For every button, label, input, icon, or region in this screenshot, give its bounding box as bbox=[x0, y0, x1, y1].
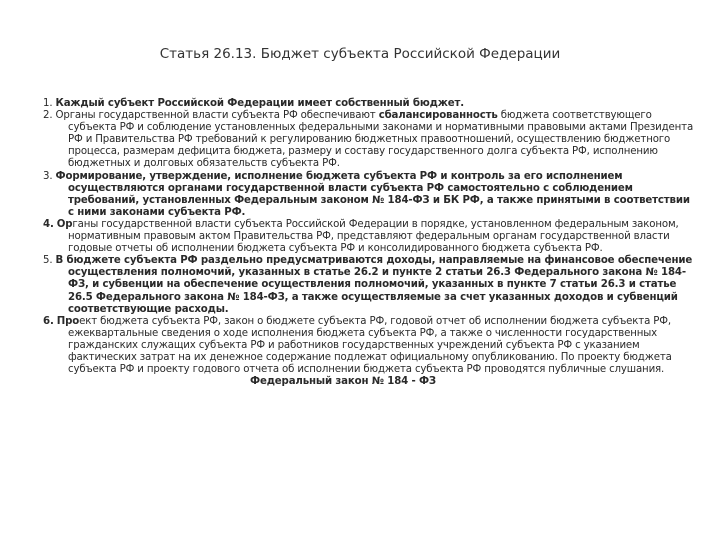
list-item-5 bbox=[43, 255, 695, 315]
item-bold-prefix: Про bbox=[56, 315, 80, 327]
list-item-2 bbox=[43, 110, 695, 170]
item-bold-text: Формирование, утверждение, исполнение бюджета субъекта РФ и контроль за его исполнением осуществляются органами государственной власти субъекта РФ самостоятельно с соблюдением требований, установленных Федеральным законом № 184-ФЗ и БК РФ, а также принятыми в соответствии с ними законами субъекта РФ. bbox=[55, 170, 690, 218]
page-title: Статья 26.13. Бюджет субъекта Российской Федерации bbox=[159, 46, 561, 62]
item-text: ект бюджета субъекта РФ, закон о бюджете субъекта РФ, годовой отчет об исполнении бюджета субъекта РФ, ежеквартальные сведения о ходе исполнения бюджета субъекта РФ, а также о численности государственных гражданских служащих субъекта РФ и работников государственных учреждений субъекта РФ с указанием фактических затрат на их денежное содержание подлежат официальному опубликованию. По проекту бюджета субъекта РФ и проекту годового отчета об исполнении бюджета субъекта РФ проводятся публичные слушания. bbox=[68, 315, 672, 376]
list-item-6 bbox=[43, 316, 695, 376]
item-bold-text: В бюджете субъекта РФ раздельно предусматриваются доходы, направляемые на финансовое обеспечение осуществления полномочий, указанных в статье 26.2 и пункте 2 статьи 26.3 Федерального закона № 184-ФЗ, и субвенции на обеспечение осуществления полномочий, указанных в пункте 7 статьи 26.3 и статье 26.5 Федерального закона № 184-ФЗ, а также осуществляемые за счет указанных доходов и субвенций соответствующие расходы. bbox=[55, 255, 693, 315]
article-body bbox=[43, 98, 695, 398]
item-number: 4. bbox=[43, 218, 54, 230]
item-text: Органы государственной власти субъекта РФ обеспечивают bbox=[55, 110, 379, 122]
item-bold-text: сбалансированность bbox=[378, 110, 498, 122]
item-text: бюджета соответствующего субъекта РФ и соблюдение установленных федеральными законами и нормативными правовыми актами Президента РФ и Правительства РФ требований к регулированию бюджетных правоотношений, осуществлению бюджетного процесса, размерам дефицита бюджета, размеру и составу государственного долга субъекта РФ, исполнению бюджетных и долговых обязательств субъекта РФ. bbox=[68, 110, 694, 170]
law-reference: Федеральный закон № 184 - ФЗ bbox=[250, 376, 436, 388]
list-item-3 bbox=[43, 171, 695, 219]
item-number: 5. bbox=[43, 255, 53, 267]
list-item-4 bbox=[43, 219, 695, 255]
item-bold-text: Каждый субъект Российской Федерации имеет собственный бюджет. bbox=[55, 98, 464, 109]
item-number: 3. bbox=[43, 170, 53, 182]
item-bold-prefix: Ор bbox=[56, 218, 73, 230]
item-number: 6. bbox=[43, 315, 54, 327]
list-item-1 bbox=[43, 98, 695, 110]
item-text: ганы государственной власти субъекта Российской Федерации в порядке, установленном федеральным законом, нормативным правовым актом Правительства РФ, представляют федеральным органам государственной власти годовые отчеты об исполнении бюджета субъекта РФ и консолидированного бюджета субъекта РФ. bbox=[68, 218, 679, 255]
item-number: 2. bbox=[43, 110, 53, 122]
item-number: 1. bbox=[43, 98, 53, 109]
